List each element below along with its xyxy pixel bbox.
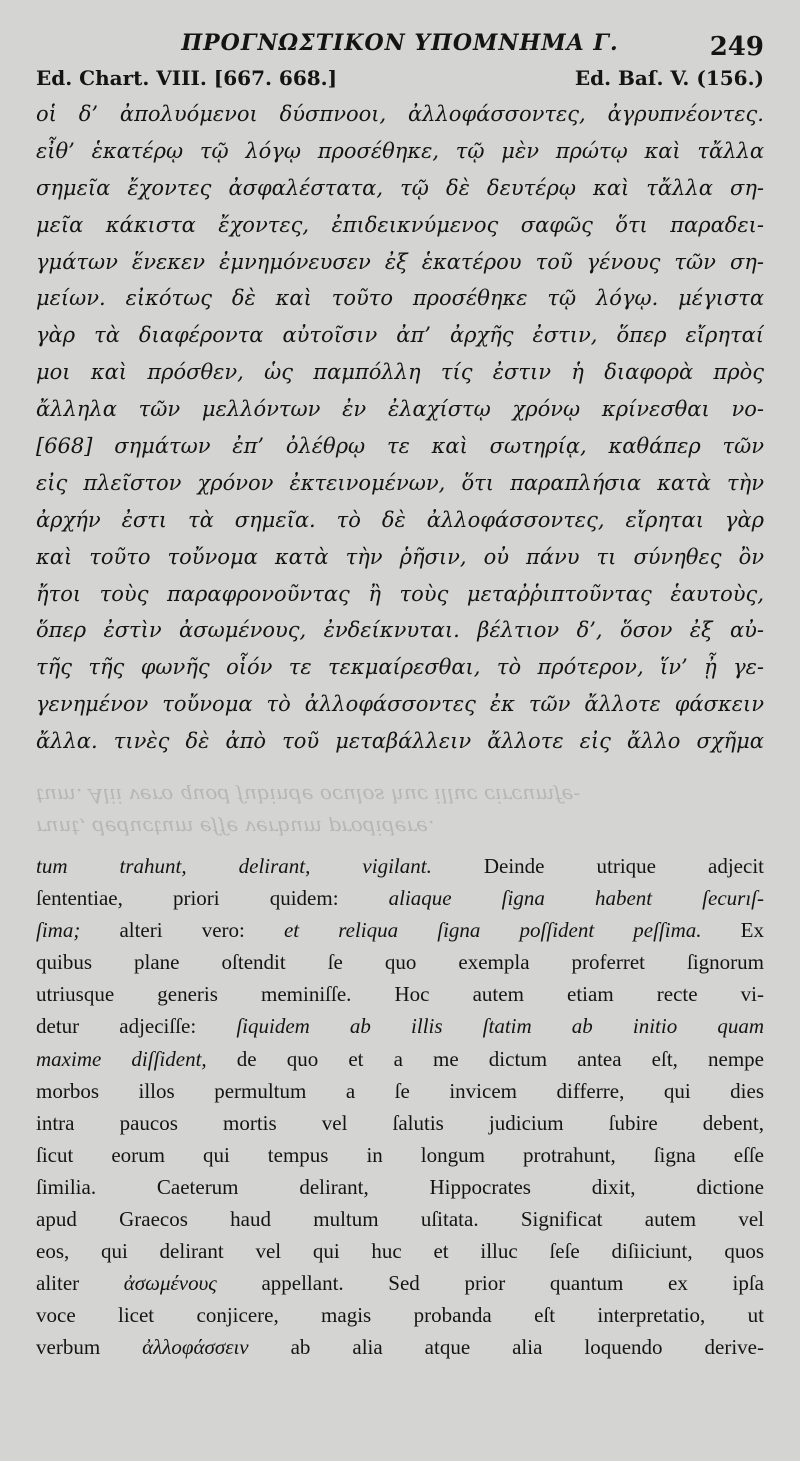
latin-line bbox=[36, 1107, 764, 1139]
latin-line bbox=[36, 850, 764, 882]
italic-run: ſiquidem ab illis ſtatim ab initio quam bbox=[236, 1014, 764, 1039]
roman-run: ſicut eorum qui tempus in longum protrahunt, ſigna eſſe bbox=[36, 1142, 764, 1167]
latin-line bbox=[36, 914, 764, 946]
latin-line bbox=[36, 1267, 764, 1299]
greek-line: εἰς πλεῖστον χρόνον ἐκτεινομένων, ὅτι παραπλήσια κατὰ τὴν bbox=[36, 470, 764, 495]
italic-run: ſima; bbox=[36, 918, 81, 943]
latin-line bbox=[36, 1203, 764, 1235]
latin-line bbox=[36, 1139, 764, 1171]
show-through-line: tum. Alii vero quod ſubinde oculos huc illuc circumfe- bbox=[36, 784, 581, 808]
latin-line bbox=[36, 882, 764, 914]
roman-run: morbos illos permultum a ſe invicem differre, qui dies bbox=[36, 1078, 764, 1103]
running-head-title: ΠΡΟΓΝΩΣΤΙΚΟΝ ΥΠΟΜΝΗΜΑ Γ. bbox=[181, 30, 619, 56]
latin-line bbox=[36, 1171, 764, 1203]
roman-run: de quo et a me dictum antea eſt, nempe bbox=[206, 1046, 764, 1071]
roman-run: utriusque generis meminiſſe. Hoc autem etiam recte vi- bbox=[36, 982, 764, 1007]
page-number: 249 bbox=[709, 32, 764, 62]
roman-run: alteri vero: bbox=[80, 918, 284, 943]
italic-run: et reliqua ſigna poſſident peſſima. bbox=[283, 918, 702, 943]
roman-run: quibus plane oſtendit ſe quo exempla proferret ſignorum bbox=[36, 950, 764, 975]
roman-run: ab alia atque alia loquendo derive- bbox=[248, 1335, 764, 1360]
latin-line bbox=[36, 1010, 764, 1042]
latin-line bbox=[36, 1043, 764, 1075]
greek-line: μοι καὶ πρόσθεν, ὡς παμπόλλη τίς ἐστιν ἡ διαφορὰ πρὸς bbox=[36, 360, 764, 385]
edition-chartier: Ed. Chart. VIII. [667. 668.] bbox=[36, 66, 338, 90]
latin-line bbox=[36, 1299, 764, 1331]
greek-line: ὅπερ ἐστὶν ἀσωμένους, ἐνδείκνυται. βέλτιον δ’, ὅσον ἐξ αὐ- bbox=[36, 618, 764, 643]
roman-run: apud Graecos haud multum uſitata. Significat autem vel bbox=[36, 1207, 764, 1232]
latin-line bbox=[36, 978, 764, 1010]
greek-line: ἀρχήν ἐστι τὰ σημεῖα. τὸ δὲ ἀλλοφάσσοντες, εἴρηται γὰρ bbox=[36, 507, 764, 532]
edition-basel: Ed. Baſ. V. (156.) bbox=[574, 66, 764, 90]
latin-text-block bbox=[36, 850, 764, 1364]
roman-run: verbum bbox=[36, 1335, 143, 1360]
italic-run: ἀσωμένους bbox=[123, 1271, 217, 1296]
greek-line: μεῖα κάκιστα ἔχοντες, ἐπιδεικνύμενος σαφῶς ὅτι παραδει- bbox=[36, 212, 764, 237]
italic-run: tum trahunt, delirant, vigilant. bbox=[36, 854, 432, 878]
greek-line: καὶ τοῦτο τοὔνομα κατὰ τὴν ῥῆσιν, οὐ πάνυ τι σύνηθες ὂν bbox=[36, 544, 764, 569]
greek-line: ἄλλα. τινὲς δὲ ἀπὸ τοῦ μεταβάλλειν ἄλλοτε εἰς ἄλλο σχῆμα bbox=[36, 729, 764, 754]
roman-run: ſimilia. Caeterum delirant, Hippocrates dixit, dictione bbox=[36, 1174, 764, 1199]
latin-line bbox=[36, 1075, 764, 1107]
greek-line: ἄλληλα τῶν μελλόντων ἐν ἐλαχίστῳ χρόνῳ κρίνεσθαι νο- bbox=[36, 397, 764, 422]
greek-line: ἤτοι τοὺς παραφρονοῦντας ἢ τοὺς μεταῤῥιπτοῦντας ἑαυτοὺς, bbox=[36, 581, 764, 606]
roman-run: Ex bbox=[701, 918, 764, 943]
roman-run: intra paucos mortis vel ſalutis judicium ſubire debent, bbox=[36, 1110, 764, 1135]
latin-line bbox=[36, 946, 764, 978]
greek-line: οἱ δ’ ἀπολυόμενοι δύσπνοοι, ἀλλοφάσσοντες, ἀγρυπνέοντες. bbox=[36, 102, 764, 126]
greek-text-block bbox=[36, 96, 764, 760]
greek-line: μείων. εἰκότως δὲ καὶ τοῦτο προσέθηκε τῷ λόγῳ. μέγιστα bbox=[36, 286, 764, 311]
roman-run: Deinde utrique adjecit bbox=[431, 854, 764, 878]
edition-references bbox=[36, 66, 764, 96]
show-through-line: runt, deductum eſſe verbum prodidere. bbox=[36, 816, 435, 840]
show-through-text bbox=[36, 780, 764, 844]
roman-run: eos, qui delirant vel qui huc et illuc ſeſe diſiiciunt, quos bbox=[36, 1239, 764, 1264]
italic-run: aliaque ſigna habent ſecurıſ- bbox=[388, 886, 764, 911]
italic-run: ἀλλοφάσσειν bbox=[142, 1335, 249, 1360]
greek-line: [668] σημάτων ἐπ’ ὀλέθρῳ τε καὶ σωτηρίᾳ, καθάπερ τῶν bbox=[36, 434, 764, 459]
roman-run: voce licet conjicere, magis probanda eſt interpretatio, ut bbox=[36, 1303, 764, 1328]
greek-line: σημεῖα ἔχοντες ἀσφαλέστατα, τῷ δὲ δευτέρῳ καὶ τἄλλα ση- bbox=[36, 175, 764, 200]
greek-line: γμάτων ἕνεκεν ἐμνημόνευσεν ἐξ ἑκατέρου τοῦ γένους τῶν ση- bbox=[36, 249, 764, 274]
greek-line: τῆς τῆς φωνῆς οἷόν τε τεκμαίρεσθαι, τὸ πρότερον, ἵν’ ᾖ γε- bbox=[36, 655, 764, 680]
italic-run: maxime diſſident, bbox=[36, 1046, 207, 1071]
latin-line bbox=[36, 1331, 764, 1363]
roman-run: aliter bbox=[36, 1271, 124, 1296]
greek-line: γενημένον τοὔνομα τὸ ἀλλοφάσσοντες ἐκ τῶν ἄλλοτε φάσκειν bbox=[36, 692, 764, 717]
latin-line bbox=[36, 1235, 764, 1267]
roman-run: detur adjeciſſe: bbox=[36, 1014, 237, 1039]
roman-run: appellant. Sed prior quantum ex ipſa bbox=[216, 1271, 764, 1296]
roman-run: ſententiae, priori quidem: bbox=[36, 886, 389, 911]
greek-line: εἶθ’ ἑκατέρῳ τῷ λόγῳ προσέθηκε, τῷ μὲν πρώτῳ καὶ τἄλλα bbox=[36, 138, 764, 163]
greek-line: γὰρ τὰ διαφέροντα αὐτοῖσιν ἀπ’ ἀρχῆς ἐστιν, ὅπερ εἴρηταί bbox=[36, 323, 764, 348]
